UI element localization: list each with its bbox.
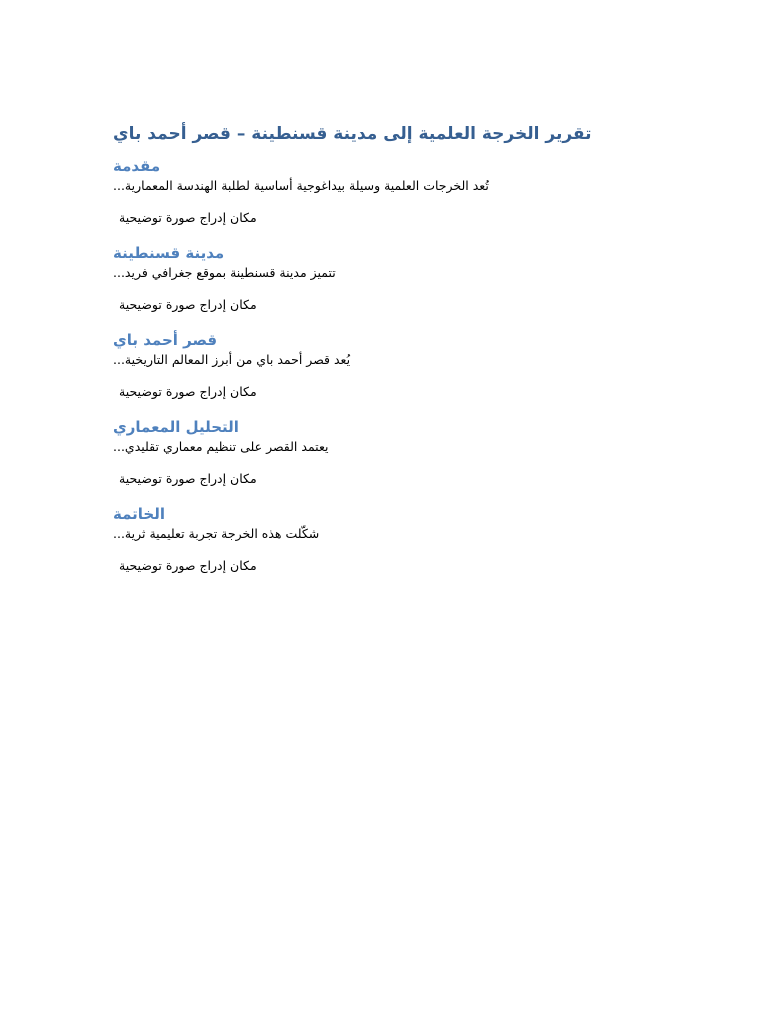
section-constantine (113, 243, 613, 330)
section-text: تُعد الخرجات العلمية وسيلة بيداغوجية أساسية لطلبة الهندسة المعمارية... (113, 178, 489, 193)
section-conclusion (113, 504, 613, 591)
image-placeholder: مكان إدراج صورة توضيحية (119, 297, 257, 312)
image-placeholder: مكان إدراج صورة توضيحية (119, 210, 257, 225)
document-body (113, 120, 613, 591)
section-text: يُعد قصر أحمد باي من أبرز المعالم التاريخية... (113, 352, 351, 367)
section-heading: الخاتمة (113, 505, 166, 523)
document-title: تقرير الخرجة العلمية إلى مدينة قسنطينة – قصر أحمد باي (113, 124, 592, 144)
section-architectural-analysis (113, 417, 613, 504)
section-text: تتميز مدينة قسنطينة بموقع جغرافي فريد... (113, 265, 336, 280)
section-introduction (113, 156, 613, 243)
section-text: يعتمد القصر على تنظيم معماري تقليدي... (113, 439, 329, 454)
section-heading: التحليل المعماري (113, 418, 239, 436)
section-heading: مقدمة (113, 157, 161, 175)
image-placeholder: مكان إدراج صورة توضيحية (119, 384, 257, 399)
section-ahmed-bey-palace (113, 330, 613, 417)
image-placeholder: مكان إدراج صورة توضيحية (119, 558, 257, 573)
section-heading: مدينة قسنطينة (113, 244, 225, 262)
section-text: شكّلت هذه الخرجة تجربة تعليمية ثرية... (113, 526, 320, 541)
image-placeholder: مكان إدراج صورة توضيحية (119, 471, 257, 486)
section-heading: قصر أحمد باي (113, 331, 218, 349)
